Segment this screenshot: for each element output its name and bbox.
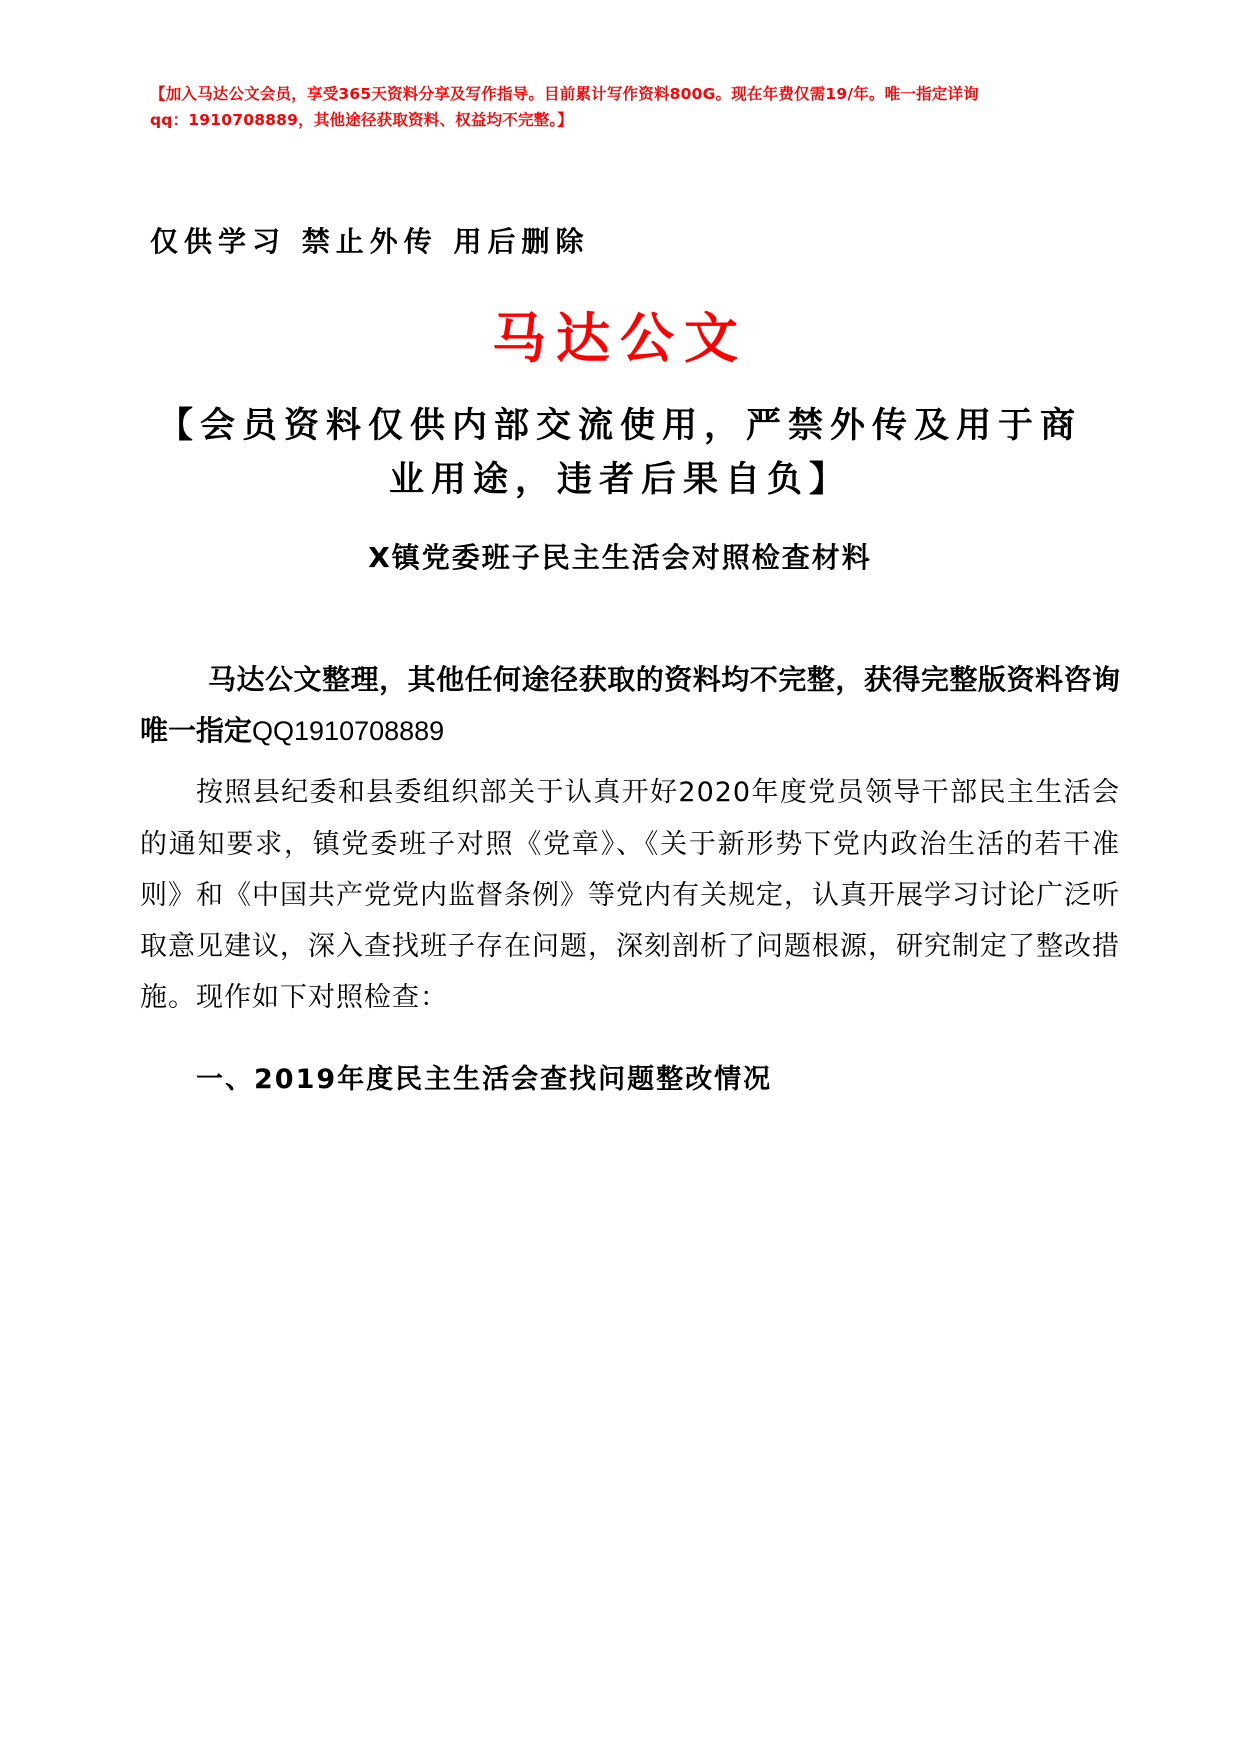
ad-banner-line-2: qq：1910708889，其他途径获取资料、权益均不完整。】 bbox=[150, 111, 573, 130]
promo-paragraph bbox=[140, 654, 1120, 758]
promo-qq-number: QQ1910708889 bbox=[252, 716, 445, 747]
study-notice-line: 仅供学习 禁止外传 用后删除 bbox=[150, 225, 590, 259]
promo-paragraph-text: 马达公文整理，其他任何途径获取的资料均不完整，获得完整版资料咨询唯一指定 bbox=[140, 662, 1120, 748]
advertisement-banner bbox=[150, 82, 1090, 132]
member-usage-statement: 【会员资料仅供内部交流使用，严禁外传及用于商业用途，违者后果自负】 bbox=[157, 406, 1082, 501]
section-heading-one: 一、2019年度民主生活会查找问题整改情况 bbox=[196, 1063, 773, 1095]
document-title: X镇党委班子民主生活会对照检查材料 bbox=[368, 540, 872, 574]
brand-title: 马达公文 bbox=[492, 307, 748, 371]
body-paragraph: 按照县纪委和县委组织部关于认真开好2020年度党员领导干部民主生活会的通知要求，镇党委班子对照《党章》、《关于新形势下党内政治生活的若干准则》和《中国共产党党内监督条例》等党内有关规定，认真开展学习讨论广泛听取意见建议，深入查找班子存在问题，深刻剖析了问题根源，研究制定了整改措施。现作如下对照检查： bbox=[140, 777, 1120, 1014]
ad-banner-line-1: 【加入马达公文会员，享受365天资料分享及写作指导。目前累计写作资料800G。现在年费仅需19/年。唯一指定详询 bbox=[150, 85, 979, 103]
